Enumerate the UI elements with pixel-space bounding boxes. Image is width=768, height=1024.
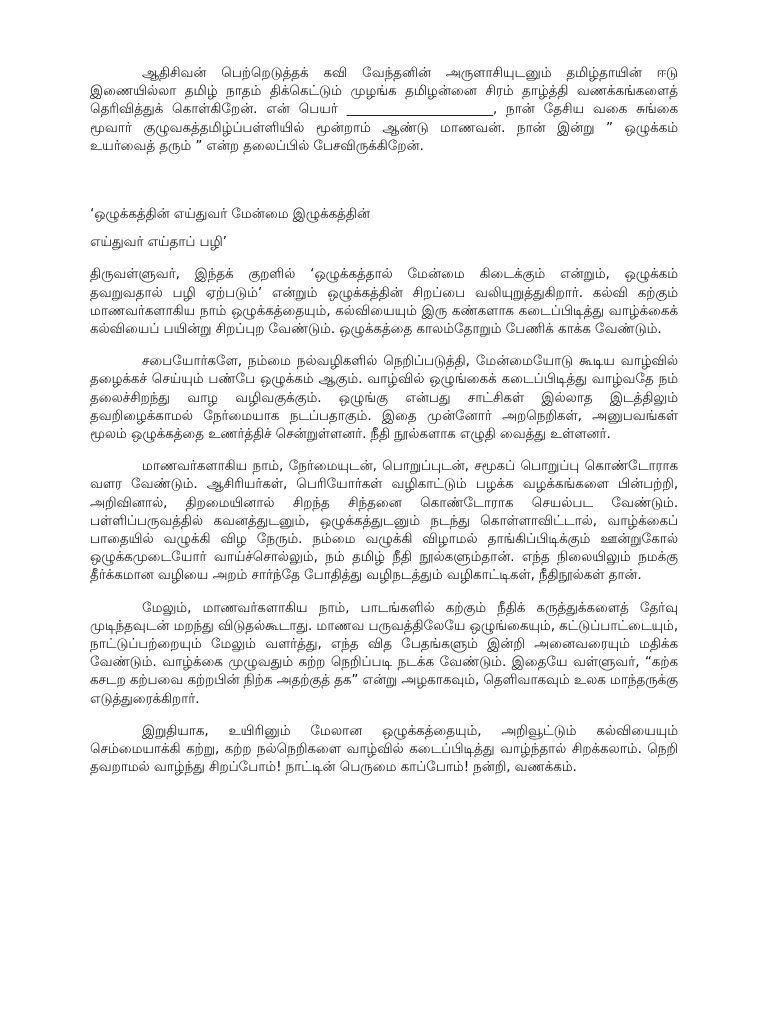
body-paragraph: திருவள்ளுவர், இந்தக் குறளில் ‘ஒழுக்கத்தால் மேன்மை கிடைக்கும் என்றும், ஒழுக்கம் தவறுவதால் பழி ஏற்படும்’ என்றும் ஒழுக்கத்தின் சிறப்பை வலியுறுத்துகிறார். கல்வி கற்கும் மாணவர்களாகிய நாம் ஒழுக்கத்தையும், கல்வியையும் இரு கண்களாக கடைப்பிடித்து வாழ்க்கைக் கல்வியைப் பயின்று சிறப்புற வேண்டும். ஒழுக்கத்தை காலம்தோறும் பேணிக் காக்க வேண்டும்.: [90, 266, 678, 338]
closing-paragraph: இறுதியாக, உயிரினும் மேலான ஒழுக்கத்தையும், அறிவூட்டும் கல்வியையும் செம்மையாக்கி கற்று, கற்ற நல்நெறிகளை வாழ்வில் கடைப்பிடித்து வாழ்ந்தால் சிறக்கலாம். நெறி தவறாமல் வாழ்ந்து சிறப்போம்! நாட்டின் பெருமை காப்போம்! நன்றி, வணக்கம்.: [90, 722, 678, 776]
body-paragraph: மேலும், மாணவர்களாகிய நாம், பாடங்களில் கற்கும் நீதிக் கருத்துக்களைத் தேர்வு முடிந்தவுடன் மறந்து விடுதல்கூடாது. மாணவ பருவத்திலேயே ஒழுங்கையும், கட்டுப்பாட்டையும், நாட்டுப்பற்றையும் மேலும் வளர்த்து, எந்த வித பேதங்களும் இன்றி அனைவரையும் மதிக்க வேண்டும். வாழ்க்கை முழுவதும் கற்ற நெறிப்படி நடக்க வேண்டும். இதையே வள்ளுவர், “கற்க கசடற கற்பவை கற்றபின் நிற்க அதற்குத் தக” என்று அழகாகவும், தெளிவாகவும் உலக மாந்தருக்கு எடுத்துரைக்கிறார்.: [90, 599, 678, 707]
kural-quote-line-1: ‘ஒழுக்கத்தின் எய்துவர் மேன்மை இழுக்கத்தின்: [90, 206, 370, 223]
kural-quote-line-2: எய்துவர் எய்தாப் பழி’: [90, 234, 227, 251]
intro-paragraph: ஆதிசிவன் பெற்றெடுத்தக் கவி வேந்தனின் அருளாசியுடனும் தமிழ்தாயின் ஈடு இணையில்லா தமிழ் நாதம் திக்கெட்டும் முழங்க தமிழன்னை சிரம் தாழ்த்தி வணக்கங்களைத் தெரிவித்துக் கொள்கிறேன். என் பெயர் ______________________, நான் தேசிய வகை சுங்கை மூவார் குழுவகத்தமிழ்ப்பள்ளியில் மூன்றாம் ஆண்டு மாணவன். நான் இன்று ” ஒழுக்கம் உயர்வைத் தரும் ” என்ற தலைப்பில் பேசவிருக்கிறேன்.: [90, 65, 678, 154]
body-paragraph: சபையோர்களே, நம்மை நல்வழிகளில் நெறிப்படுத்தி, மேன்மையோடு கூடிய வாழ்வில் தழைக்கச் செய்யும் பண்பே ஒழுக்கம் ஆகும். வாழ்வில் ஒழுங்கைக் கடைப்பிடித்து வாழ்வதே நம் தலைச்சிறந்து வாழ வழிவகுக்கும். ஒழுங்கு என்பது சாட்சிகள் இல்லாத இடத்திலும் தவறிழைக்காமல் நேர்மையாக நடப்பதாகும். இதை முன்னோர் அறநெறிகள், அனுபவங்கள் மூலம் ஒழுக்கத்தை உணர்த்திச் சென்றுள்ளனர். நீதி நூல்களாக எழுதி வைத்து உள்ளனர்.: [90, 353, 678, 443]
body-paragraph: மாணவர்களாகிய நாம், நேர்மையுடன், பொறுப்புடன், சமூகப் பொறுப்பு கொண்டோராக வளர வேண்டும். ஆசிரியர்கள், பெரியோர்கள் வழிகாட்டும் பழக்க வழக்கங்களை பின்பற்றி, அறிவினால், திறமையினால் சிறந்த சிந்தனை கொண்டோராக செயல்பட வேண்டும். பள்ளிப்பருவத்தில் கவனத்துடனும், ஒழுக்கத்துடனும் நடந்து கொள்ளாவிட்டால், வாழ்க்கைப் பாதையில் வழுக்கி விழ நேரும். நம்மை வழுக்கி விழாமல் தாங்கிப்பிடிக்கும் ஊன்றுகோல் ஒழுக்கமுடையோர் வாய்ச்சொல்லும், நம் தமிழ் நீதி நூல்களும்தான். எந்த நிலையிலும் நமக்கு தீர்க்கமான வழியை அறம் சார்ந்தே போதித்து வழிநடத்தும் வழிகாட்டிகள், நீதிநூல்கள் தான்.: [90, 458, 678, 584]
speech-document: [90, 64, 678, 777]
